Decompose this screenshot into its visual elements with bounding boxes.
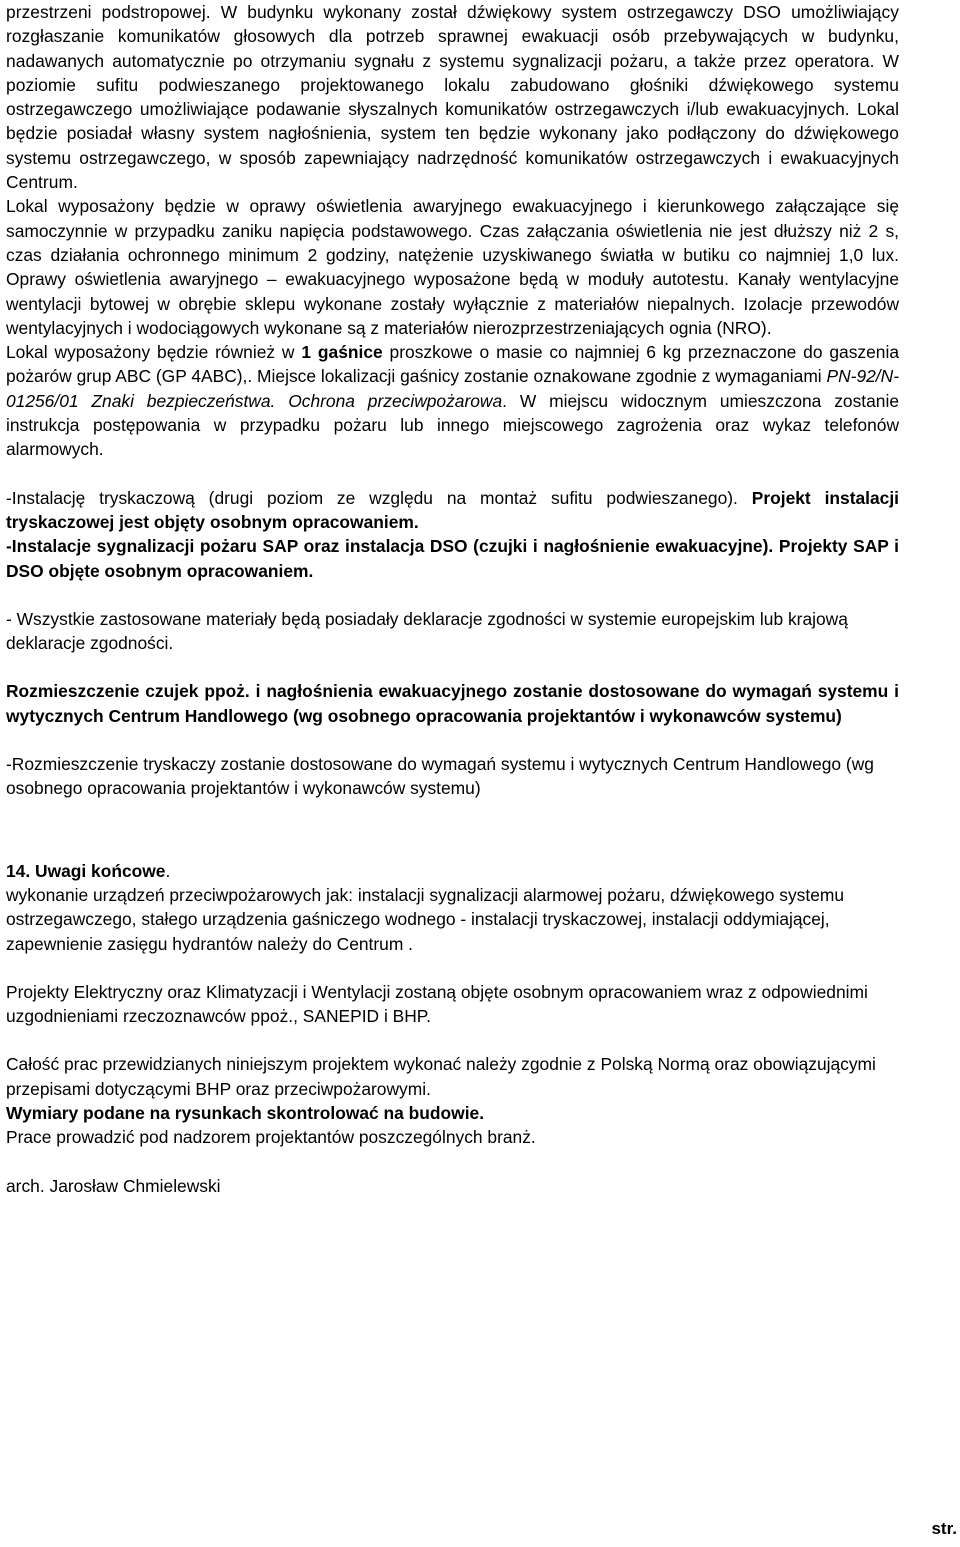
standard-reference: PN-92/N-01256/01 Znaki bezpieczeństwa. Ochrona przeciwpożarowa [6, 366, 899, 411]
paragraph-sprinkler-installation [6, 486, 899, 535]
paragraph-supervision: Prace prowadzić pod nadzorem projektantów poszczególnych branż. [6, 1127, 536, 1148]
section-14-title-dot: . [165, 860, 171, 881]
extinguisher-count: 1 gaśnice [301, 342, 383, 363]
paragraph-sap-dso: -Instalacje sygnalizacji pożaru SAP oraz instalacja DSO (czujki i nagłośnienie ewakuacyjne). Projekty SAP i DSO objęte osobnym opracowaniem. [6, 536, 899, 581]
sprinkler-project-note: Projekt instalacji tryskaczowej jest objęty osobnym opracowaniem. [6, 487, 900, 532]
paragraph-separate-projects: Projekty Elektryczny oraz Klimatyzacji i Wentylacji zostaną objęte osobnym opracowaniem wraz z odpowiednimi uzgodnieniami rzeczoznawców ppoż., SANEPID i BHP. [6, 981, 868, 1027]
paragraph-materials-declarations: - Wszystkie zastosowane materiały będą posiadały deklaracje zgodności w systemie europejskim lub krajową deklaracje zgodności. [6, 608, 848, 654]
extinguisher-text-1: Lokal wyposażony będzie również w [6, 342, 302, 363]
paragraph-compliance: Całość prac przewidzianych niniejszym projektem wykonać należy zgodnie z Polską Normą oraz obowiązującymi przepisami dotyczącymi BHP oraz przeciwpożarowymi. [6, 1054, 876, 1099]
sprinkler-text: -Instalację tryskaczową (drugi poziom ze względu na montaż sufitu podwieszanego). [6, 487, 752, 508]
extinguisher-text-3: . W miejscu widocznym umieszczona zostanie instrukcja postępowania w przypadku pożaru lub innego miejscowego zagrożenia oraz wykaz telefonów alarmowych. [6, 390, 899, 460]
paragraph-detector-layout: Rozmieszczenie czujek ppoż. i nagłośnienia ewakuacyjnego zostanie dostosowane do wymagań systemu i wytycznych Centrum Handlowego (wg osobnego opracowania projektantów i wykonawców systemu) [6, 681, 899, 726]
page-number-label: str. [931, 1519, 957, 1538]
paragraph-verify-dimensions: Wymiary podane na rysunkach skontrolować na budowie. [6, 1102, 485, 1123]
paragraph-emergency-lighting: Lokal wyposażony będzie w oprawy oświetlenia awaryjnego ewakuacyjnego i kierunkowego załączające się samoczynnie w przypadku zaniku napięcia podstawowego. Czas załączania oświetlenia nie jest dłuższy niż 2 s, czas działania ochronnego minimum 2 godziny, natężenie uzyskiwanego światła w butiku co najmniej 1,0 lux. Oprawy oświetlenia awaryjnego – ewakuacyjnego wyposażone będą w moduły autotestu. Kanały wentylacyjne wentylacji bytowej w obrębie sklepu wykonane zostały wyłącznie z materiałów niepalnych. Izolacje przewodów wentylacyjnych i wodociągowych wykonane są z materiałów nierozprzestrzeniających ognia (NRO). [6, 196, 899, 338]
paragraph-final-remarks: wykonanie urządzeń przeciwpożarowych jak: instalacji sygnalizacji alarmowej pożaru, dźwiękowego systemu ostrzegawczego, stałego urządzenia gaśniczego wodnego - instalacji tryskaczowej, instalacji oddymiającej, zapewnienie zasięgu hydrantów należy do Centrum . [6, 884, 845, 954]
document-page [6, 0, 899, 1198]
paragraph-fire-extinguisher [6, 340, 899, 461]
paragraph-sprinkler-layout: -Rozmieszczenie tryskaczy zostanie dostosowane do wymagań systemu i wytycznych Centrum Handlowego (wg osobnego opracowania projektantów i wykonawców systemu) [6, 754, 874, 799]
signature-name: arch. Jarosław Chmielewski [6, 1175, 221, 1196]
section-14-heading [6, 859, 899, 883]
section-14-title: 14. Uwagi końcowe [6, 860, 166, 881]
extinguisher-text-2: proszkowe o masie co najmniej 6 kg przeznaczone do gaszenia pożarów grup ABC (GP 4ABC),. Miejsce lokalizacji gaśnicy zostanie oznakowane zgodnie z wymaganiami [6, 342, 899, 387]
paragraph-dso-system: przestrzeni podstropowej. W budynku wykonany został dźwiękowy system ostrzegawczy DSO umożliwiający rozgłaszanie komunikatów głosowych dla potrzeb sprawnej ewakuacji osób przebywających w budynku, nadawanych automatycznie po otrzymaniu sygnału z systemu sygnalizacji pożaru, a także przez operatora. W poziomie sufitu podwieszanego projektowanego lokalu zabudowano głośniki dźwiękowego systemu ostrzegawczego umożliwiające podawanie słyszalnych komunikatów ostrzegawczych i/lub ewakuacyjnych. Lokal będzie posiadał własny system nagłośnienia, system ten będzie wykonany jako podłączony do dźwiękowego systemu ostrzegawczego, w sposób zapewniający nadrzędność komunikatów ostrzegawczych i ewakuacyjnych Centrum. [6, 2, 899, 193]
